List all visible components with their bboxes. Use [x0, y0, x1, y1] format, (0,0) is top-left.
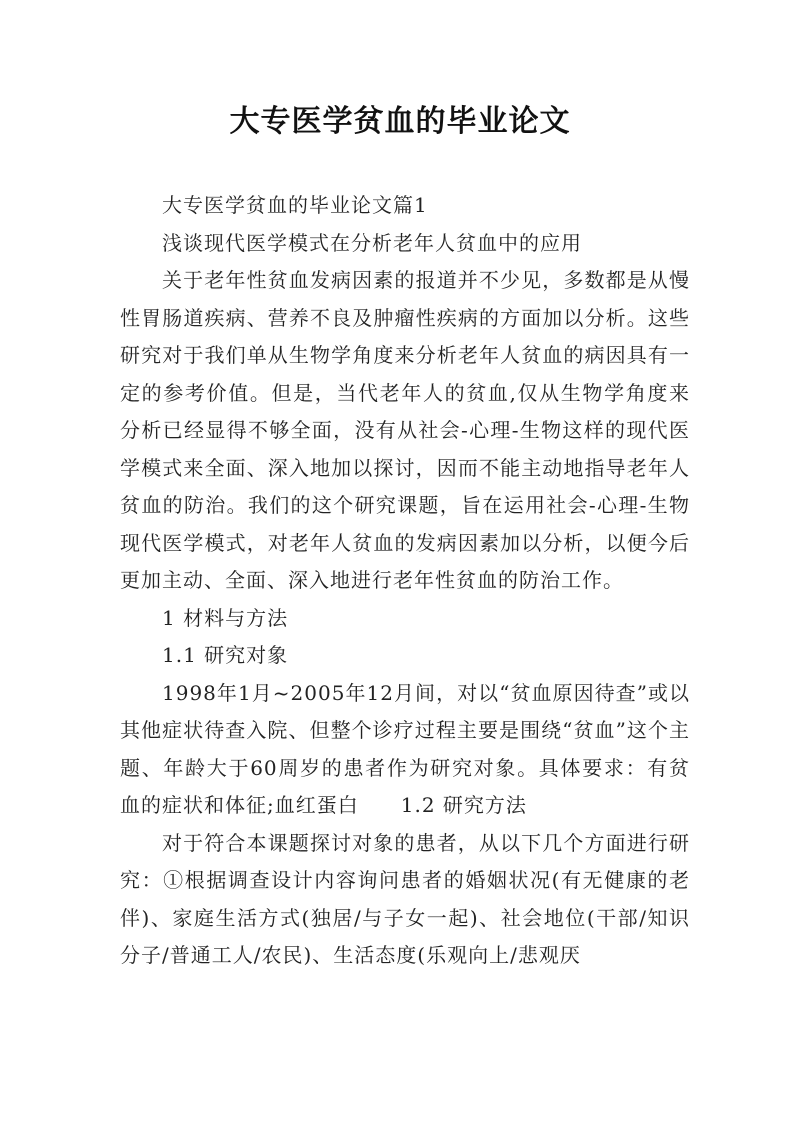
heading-research-subjects: 1.1 研究对象 [162, 643, 289, 667]
section-title: 大专医学贫血的毕业论文篇1 [162, 193, 428, 217]
subjects-paragraph: 1998年1月~2005年12月间，对以“贫血原因待查”或以其他症状待查入院、但整个诊疗过程主要是围绕“贫血”这个主题、年龄大于60周岁的患者作为研究对象。具体要求：有贫血的症状和体征;血红蛋白 1.2 研究方法 [120, 680, 690, 817]
heading-materials-methods: 1 材料与方法 [162, 605, 289, 630]
methods-paragraph: 对于符合本课题探讨对象的患者，从以下几个方面进行研究：①根据调查设计内容询问患者的婚姻状况(有无健康的老伴)、家庭生活方式(独居/与子女一起)、社会地位(干部/知识分子/普通工人/农民)、生活态度(乐观向上/悲观厌 [120, 830, 690, 967]
document-title: 大专医学贫血的毕业论文 [229, 104, 571, 139]
intro-paragraph: 关于老年性贫血发病因素的报道并不少见，多数都是从慢性胃肠道疾病、营养不良及肿瘤性疾病的方面加以分析。这些研究对于我们单从生物学角度来分析老年人贫血的病因具有一定的参考价值。但是，当代老年人的贫血,仅从生物学角度来分析已经显得不够全面，没有从社会-心理-生物这样的现代医学模式来全面、深入地加以探讨，因而不能主动地指导老年人贫血的防治。我们的这个研究课题，旨在运用社会-心理-生物现代医学模式，对老年人贫血的发病因素加以分析，以便今后更加主动、全面、深入地进行老年性贫血的防治工作。 [120, 268, 690, 592]
document-body [120, 187, 690, 975]
paper-subtitle: 浅谈现代医学模式在分析老年人贫血中的应用 [162, 230, 582, 255]
